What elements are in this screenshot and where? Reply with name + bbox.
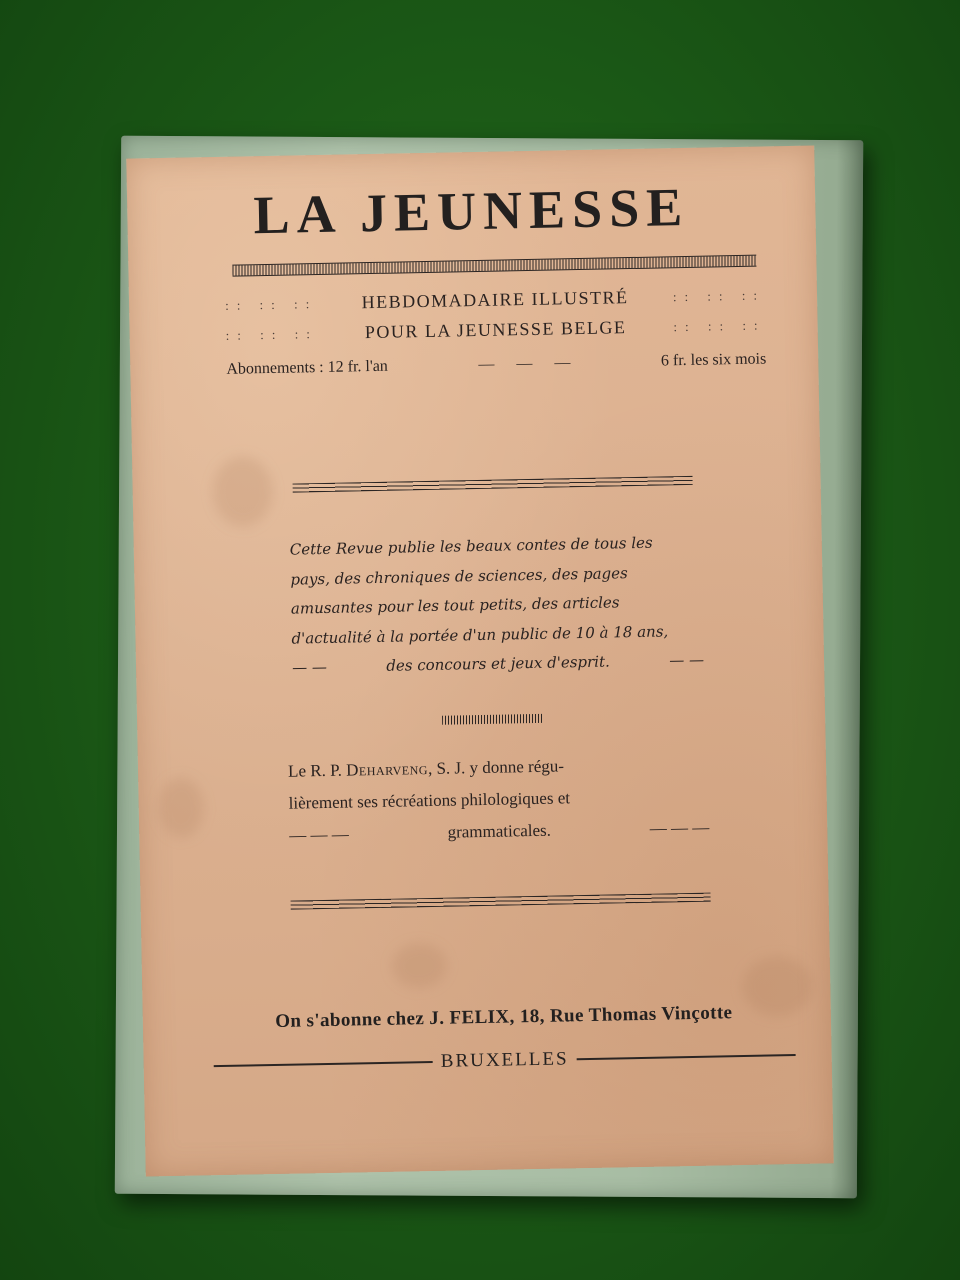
description-line: des concours et jeux d'esprit. [386, 652, 610, 675]
mini-hatch-ornament [442, 714, 542, 725]
ornament-dots: :: :: :: [673, 317, 766, 335]
contributor-prefix: Le R. P. [287, 760, 343, 781]
ornament-dots: :: :: :: [224, 296, 318, 313]
dash-group: — — — [649, 817, 710, 838]
dash-pair: — — [291, 657, 328, 677]
subscription-annual: Abonnements : 12 fr. l'an [226, 357, 389, 378]
city-rule-left [214, 1061, 433, 1067]
ornament-dots: :: :: :: [672, 287, 766, 305]
city-rule-right [577, 1054, 796, 1060]
description-line: d'actualité à la portée d'un public de 10 à 18 ans, [291, 621, 669, 648]
subscription-line [226, 350, 766, 378]
board-edge-shadow [831, 140, 863, 1198]
subscription-address: On s'abonne chez J. FELIX, 18, Rue Thomas Vinçotte [275, 1002, 733, 1032]
dash-group: — — — [289, 824, 349, 845]
subtitle-line-2 [225, 314, 765, 345]
contributor-topic: grammaticales. [447, 820, 552, 842]
subscription-dashes [469, 354, 579, 374]
contributor-line-2: lièrement ses récréations philologiques et [288, 788, 571, 813]
paper-stain [158, 777, 204, 838]
section-rule-top [293, 476, 693, 493]
description-paragraph [290, 528, 705, 683]
subtitle-line-1 [225, 284, 765, 315]
section-rule-bottom [291, 893, 711, 910]
paper-stain [212, 456, 273, 527]
contributor-suffix: , S. J. y donne régu- [427, 756, 565, 779]
title-underline-rule [232, 255, 756, 277]
dash: — [516, 354, 533, 373]
city-row [214, 1044, 796, 1077]
subtitle-weekly: HEBDOMADAIRE ILLUSTRÉ [361, 287, 629, 313]
description-line: pays, des chroniques de sciences, des pages [290, 563, 628, 589]
dash: — [554, 354, 571, 372]
subtitle-audience: POUR LA JEUNESSE BELGE [364, 317, 627, 343]
subscription-half-year: 6 fr. les six mois [660, 350, 767, 370]
contributor-paragraph [288, 748, 710, 852]
contributor-name: Deharveng [345, 759, 429, 780]
ornament-dots: :: :: :: [225, 326, 318, 343]
dash-pair: — — [669, 650, 705, 670]
paper-stain [391, 943, 447, 989]
magazine-title: LA JEUNESSE [252, 176, 690, 246]
cover-label [126, 145, 833, 1176]
city-name: BRUXELLES [440, 1048, 569, 1072]
dash: — [478, 355, 495, 373]
description-line: Cette Revue publie les beaux contes de tous les [289, 533, 653, 559]
description-line: amusantes pour les tout petits, des articles [290, 593, 620, 618]
